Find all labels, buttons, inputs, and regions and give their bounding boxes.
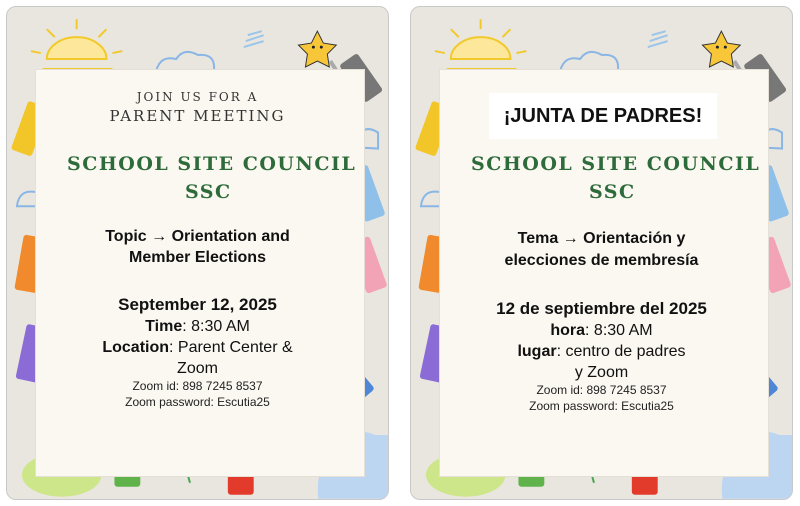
- flyer-english: [6, 6, 389, 500]
- council-abbreviation: SSC: [185, 181, 232, 203]
- zoom-password: Zoom password: Escutia25: [529, 399, 674, 413]
- meeting-location: Location: Parent Center &: [102, 339, 293, 356]
- parent-meeting-heading: PARENT MEETING: [109, 107, 286, 125]
- sun-icon: [31, 19, 123, 69]
- meeting-location-cont: Zoom: [177, 360, 218, 377]
- meeting-time: Time: 8:30 AM: [145, 318, 250, 335]
- council-title: SCHOOL SITE COUNCIL: [67, 153, 357, 175]
- council-abbreviation: SSC: [589, 181, 636, 203]
- topic-line-1: Topic → Orientation and: [105, 228, 290, 245]
- flyer-spanish: [410, 6, 793, 500]
- meeting-date: 12 de septiembre del 2025: [496, 299, 707, 318]
- zoom-password: Zoom password: Escutia25: [125, 395, 270, 409]
- council-title: SCHOOL SITE COUNCIL: [471, 153, 761, 175]
- meeting-location: lugar: centro de padres: [517, 343, 686, 360]
- topic-line-2: elecciones de membresía: [504, 252, 699, 269]
- join-us-text: JOIN US FOR A: [136, 90, 259, 104]
- topic-line-2: Member Elections: [129, 249, 266, 266]
- topic-line-1: Tema → Orientación y: [517, 230, 686, 247]
- meeting-date: September 12, 2025: [118, 295, 277, 314]
- zoom-id: Zoom id: 898 7245 8537: [132, 379, 263, 393]
- meeting-location-cont: y Zoom: [574, 364, 629, 381]
- sun-icon: [435, 19, 527, 69]
- paper-sheet: [35, 69, 365, 477]
- zoom-id: Zoom id: 898 7245 8537: [536, 383, 667, 397]
- junta-banner: ¡JUNTA DE PADRES!: [489, 93, 717, 139]
- meeting-time: hora: 8:30 AM: [550, 322, 653, 339]
